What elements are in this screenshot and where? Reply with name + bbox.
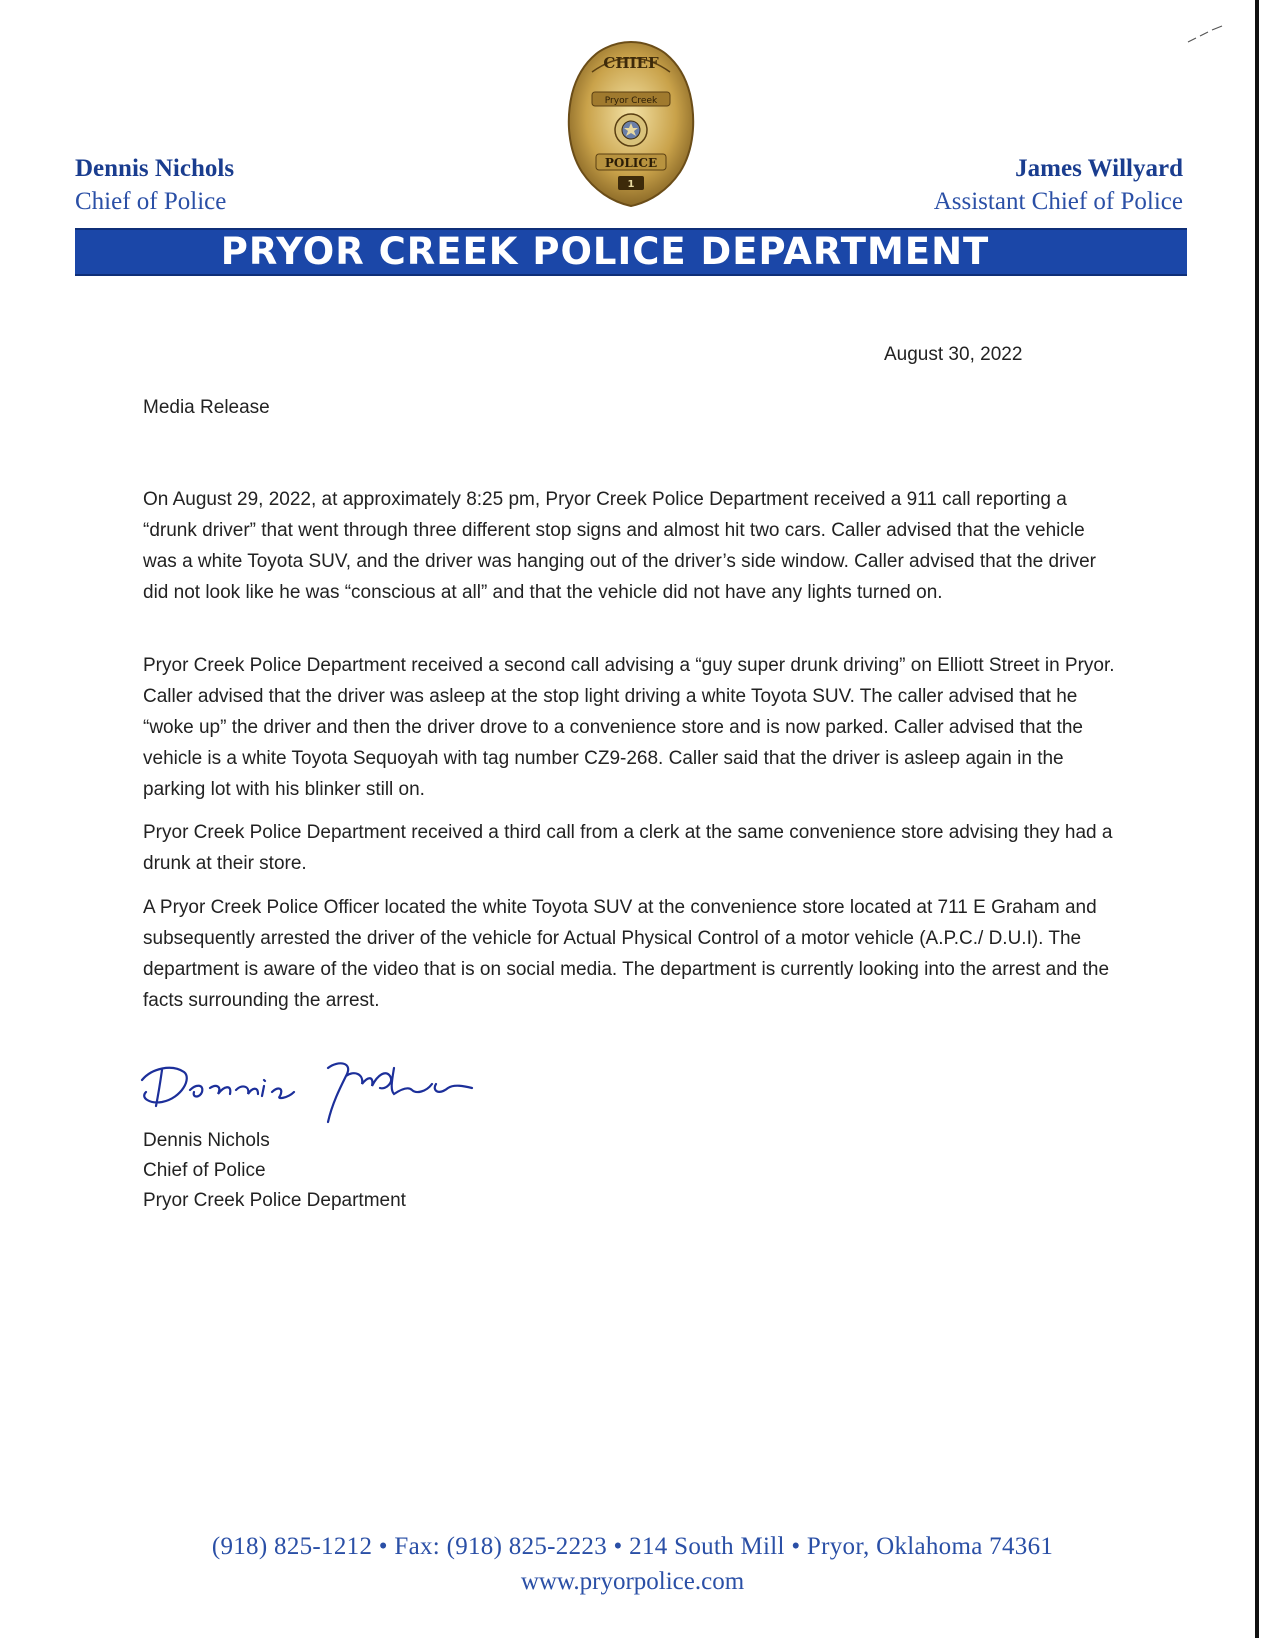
assistant-chief-name: James Willyard xyxy=(1015,155,1183,182)
badge-city-text: Pryor Creek xyxy=(604,96,658,106)
badge-top-text: CHIEF xyxy=(603,54,659,72)
assistant-chief-title: Assistant Chief of Police xyxy=(933,188,1183,215)
paragraph-1: On August 29, 2022, at approximately 8:25 pm, Pryor Creek Police Department received a 911 call reporting a “drunk driver” that went through three different stop signs and almost hit two cars. Caller advised that the vehicle was a white Toyota SUV, and the driver was hanging out of the driver’s side window. Caller advised that the driver did not look like he was “conscious at all” and that the vehicle did not have any lights turned on. xyxy=(143,489,1096,603)
release-type: Media Release xyxy=(143,397,270,418)
footer-website: www.pryorpolice.com xyxy=(520,1568,745,1595)
chief-title: Chief of Police xyxy=(75,188,227,215)
handwritten-signature xyxy=(132,1040,512,1130)
department-banner xyxy=(75,228,1187,276)
paragraph-2: Pryor Creek Police Department received a second call advising a “guy super drunk driving” on Elliott Street in Pryor. Caller advised that the driver was asleep at the stop light driving a white Toyota SUV. The caller advised that he “woke up” the driver and then the driver drove to a convenience store and is now parked. Caller advised that the vehicle is a white Toyota Sequoyah with tag number CZ9-268. Caller said that the driver is asleep again in the parking lot with his blinker still on. xyxy=(143,655,1115,800)
scan-mark xyxy=(1186,24,1226,48)
signoff-name: Dennis Nichols xyxy=(143,1130,270,1151)
badge-bottom-text: POLICE xyxy=(604,156,658,170)
paragraph-4: A Pryor Creek Police Officer located the white Toyota SUV at the convenience store located at 711 E Graham and subsequently arrested the driver of the vehicle for Actual Physical Control of a motor vehicle (A.P.C./ D.U.I). The department is aware of the video that is on social media. The department is currently looking into the arrest and the facts surrounding the arrest. xyxy=(143,897,1110,1011)
scan-edge xyxy=(1255,0,1259,1638)
footer-contact: (918) 825-1212 • Fax: (918) 825-2223 • 214 South Mill • Pryor, Oklahoma 74361 xyxy=(211,1533,1054,1560)
chief-name: Dennis Nichols xyxy=(75,155,235,182)
signoff-department: Pryor Creek Police Department xyxy=(143,1190,406,1211)
police-badge-icon xyxy=(562,38,700,208)
signoff-title: Chief of Police xyxy=(143,1160,266,1181)
badge-number-text: 1 xyxy=(627,179,635,190)
department-banner-title: PRYOR CREEK POLICE DEPARTMENT xyxy=(220,230,990,273)
paragraph-3: Pryor Creek Police Department received a third call from a clerk at the same convenience store advising they had a drunk at their store. xyxy=(143,822,1113,874)
letter-date: August 30, 2022 xyxy=(884,344,1023,365)
